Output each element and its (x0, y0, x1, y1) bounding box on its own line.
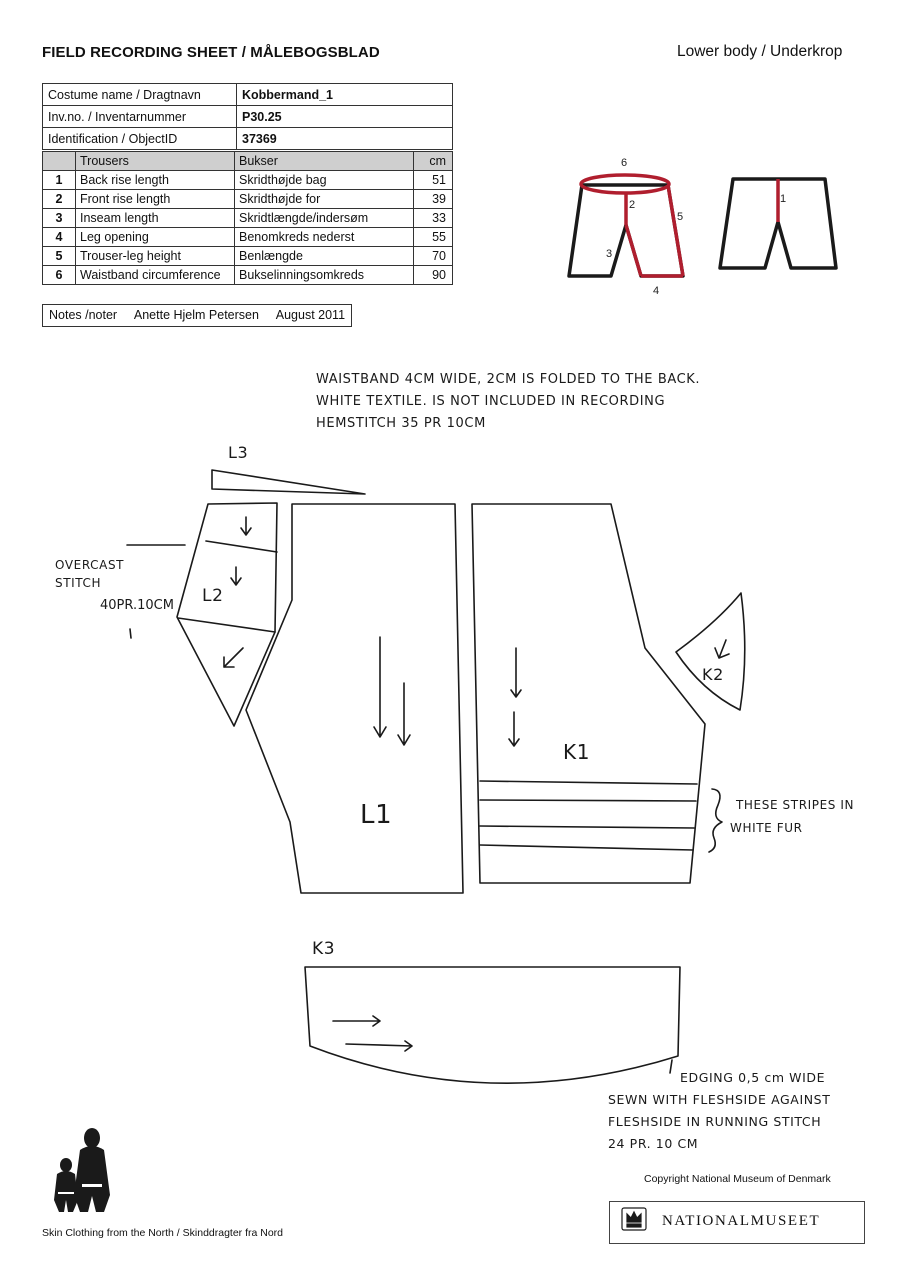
inv-row (43, 106, 453, 128)
row-cm: 55 (414, 228, 453, 247)
piece-k3-label: K3 (312, 939, 336, 959)
table-row (43, 228, 453, 247)
row-en: Trouser-leg height (76, 247, 235, 266)
row-dk: Bukselinningsomkreds (235, 266, 414, 285)
row-number: 3 (43, 209, 76, 228)
figures-icon (54, 1128, 110, 1212)
header-unit: cm (414, 152, 453, 171)
piece-l1-outline (246, 504, 463, 893)
fur-stripe-1 (480, 781, 697, 784)
stripes-note-line-2: WHITE FUR (730, 821, 803, 835)
row-cm: 90 (414, 266, 453, 285)
trousers-front-icon (569, 185, 683, 276)
piece-k1-label: K1 (563, 740, 591, 764)
object-id-label: Identification / ObjectID (43, 128, 237, 150)
diagram-label-2: 2 (629, 199, 636, 211)
notes-author: Anette Hjelm Petersen (133, 308, 259, 322)
table-row (43, 190, 453, 209)
waistband-note-line-2: WHITE TEXTILE. IS NOT INCLUDED IN RECORDING (316, 394, 666, 409)
row-en: Back rise length (76, 171, 235, 190)
row-cm: 70 (414, 247, 453, 266)
measurements-table (42, 151, 453, 285)
measurements-header (43, 152, 453, 171)
header-en: Trousers (76, 152, 235, 171)
project-name: Skin Clothing from the North / Skinddragter fra Nord (42, 1227, 284, 1239)
piece-l1-label: L1 (360, 800, 393, 830)
fur-stripe-3 (480, 826, 694, 828)
piece-l2-seam-1 (206, 541, 277, 552)
inv-value: P30.25 (237, 106, 453, 128)
waistband-note-line-1: WAISTBAND 4CM WIDE, 2CM IS FOLDED TO THE BACK. (316, 372, 701, 387)
overcast-label-1: OVERCAST (55, 558, 125, 572)
diagram-label-4: 4 (653, 285, 660, 297)
costume-name-row (43, 84, 453, 106)
header-number-cell (43, 152, 76, 171)
inv-label: Inv.no. / Inventarnummer (43, 106, 237, 128)
piece-k1-outline (472, 504, 705, 883)
diagram-label-1: 1 (780, 193, 787, 205)
waistband-note-line-3: HEMSTITCH 35 PR 10CM (316, 416, 486, 431)
notes-box (42, 304, 352, 327)
piece-k2-outline (676, 593, 745, 710)
row-dk: Skridthøjde for (235, 190, 414, 209)
row-en: Inseam length (76, 209, 235, 228)
table-row (43, 209, 453, 228)
piece-l3-label: L3 (228, 443, 249, 462)
row-dk: Benomkreds nederst (235, 228, 414, 247)
overcast-label-2: STITCH (55, 576, 102, 590)
piece-k3-outline (305, 967, 680, 1083)
costume-name-label: Costume name / Dragtnavn (43, 84, 237, 106)
notes-label: Notes /noter (49, 308, 118, 322)
row-cm: 51 (414, 171, 453, 190)
sheet-title: FIELD RECORDING SHEET / MÅLEBOGSBLAD (42, 44, 380, 61)
table-row (43, 247, 453, 266)
stripes-note-line-1: THESE STRIPES IN (736, 798, 855, 812)
row-number: 4 (43, 228, 76, 247)
row-dk: Benlængde (235, 247, 414, 266)
object-id-value: 37369 (237, 128, 453, 150)
fur-stripe-4 (480, 845, 693, 850)
museum-name: NATIONALMUSEET (662, 1213, 821, 1229)
object-id-row (43, 128, 453, 150)
edging-note-line-2: SEWN WITH FLESHSIDE AGAINST (608, 1092, 831, 1107)
row-cm: 33 (414, 209, 453, 228)
piece-k2-label: K2 (702, 665, 724, 684)
table-row (43, 171, 453, 190)
edging-note-line-4: 24 PR. 10 CM (608, 1136, 699, 1151)
row-en: Leg opening (76, 228, 235, 247)
edging-note-line-1: EDGING 0,5 cm WIDE (680, 1070, 826, 1085)
leg-height-measure-line (668, 185, 683, 276)
section-title: Lower body / Underkrop (677, 43, 843, 60)
piece-l2-outline (177, 503, 277, 726)
overcast-tick (130, 629, 131, 638)
row-dk: Skridtlængde/indersøm (235, 209, 414, 228)
piece-l3-outline (212, 470, 365, 494)
row-cm: 39 (414, 190, 453, 209)
diagram-label-3: 3 (606, 248, 613, 260)
edging-note-line-3: FLESHSIDE IN RUNNING STITCH (608, 1114, 822, 1129)
row-number: 6 (43, 266, 76, 285)
diagram-label-5: 5 (677, 211, 684, 223)
inseam-measure-line (626, 225, 641, 276)
notes-date: August 2011 (275, 308, 346, 322)
copyright-text: Copyright National Museum of Denmark (644, 1173, 831, 1185)
info-table (42, 83, 453, 150)
fur-stripe-2 (480, 800, 696, 801)
row-number: 5 (43, 247, 76, 266)
row-en: Waistband circumference (76, 266, 235, 285)
row-number: 2 (43, 190, 76, 209)
row-number: 1 (43, 171, 76, 190)
diagram-label-6: 6 (621, 157, 628, 169)
table-row (43, 266, 453, 285)
edging-tick (670, 1060, 672, 1073)
trousers-back-icon (720, 179, 836, 268)
overcast-label-3: 40PR.10CM (100, 598, 174, 613)
row-dk: Skridthøjde bag (235, 171, 414, 190)
row-en: Front rise length (76, 190, 235, 209)
piece-l2-label: L2 (202, 586, 224, 606)
costume-name-value: Kobbermand_1 (237, 84, 453, 106)
waistband-measure-line (581, 175, 669, 193)
grain-arrows (224, 517, 729, 1051)
piece-l2-seam-2 (178, 618, 275, 632)
stripes-bracket (709, 789, 722, 852)
header-dk: Bukser (235, 152, 414, 171)
